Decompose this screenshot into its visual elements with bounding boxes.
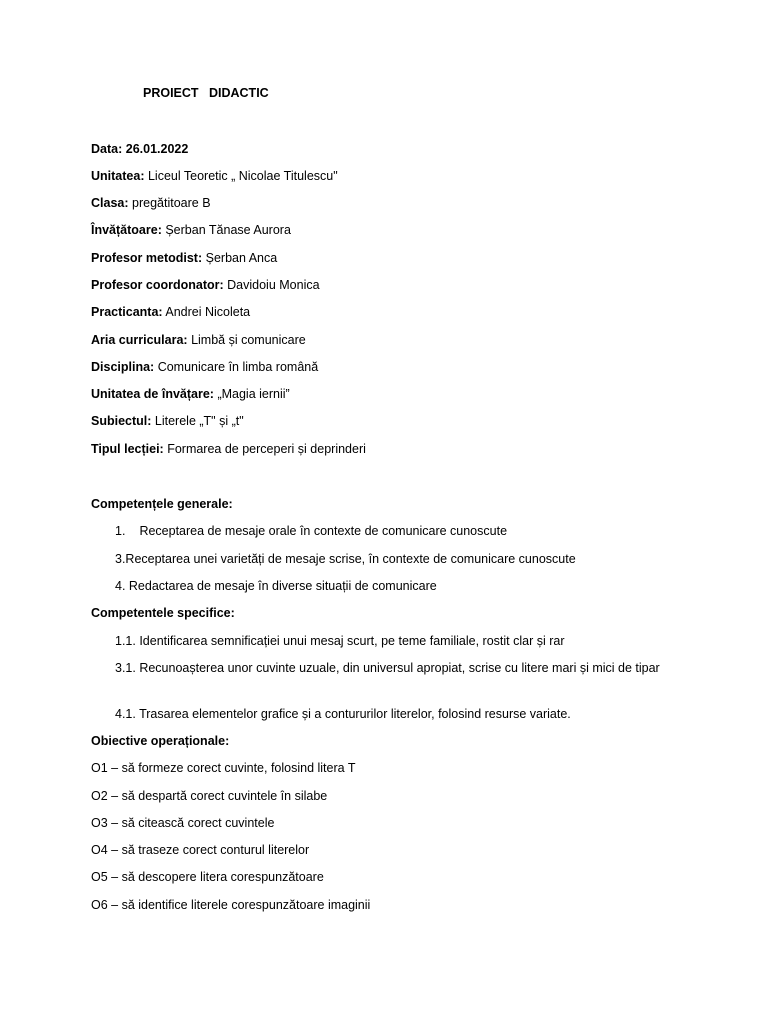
field-label: Disciplina: [91,360,155,374]
field-subiectul [91,413,244,429]
field-value: Șerban Tănase Aurora [165,223,291,237]
field-label: Aria curriculara: [91,333,188,347]
field-value: Limbă și comunicare [191,333,306,347]
list-item: 3.1. Recunoașterea unor cuvinte uzuale, din universul apropiat, scrise cu litere mari și mici de tipar [115,661,660,675]
document-title: PROIECT DIDACTIC [143,86,269,100]
objective-item: O2 – să despartă corect cuvintele în silabe [91,789,328,803]
section-heading-obiective: Obiective operaționale: [91,734,230,748]
list-item: 1.1. Identificarea semnificației unui mesaj scurt, pe teme familiale, rostit clar și rar [115,634,565,648]
field-unitatea-invatare [91,386,290,402]
field-label: Învățătoare: [91,223,162,237]
field-tipul-lectiei [91,441,366,457]
field-aria-curriculara [91,332,306,348]
field-profesor-metodist [91,250,277,266]
section-heading-competente-generale: Competențele generale: [91,497,233,511]
field-value: Șerban Anca [205,251,278,265]
field-value: Davidoiu Monica [227,278,320,292]
list-item-text: Receptarea de mesaje orale în contexte de comunicare cunoscute [139,524,508,538]
objective-item: O6 – să identifice literele corespunzătoare imaginii [91,898,371,912]
section-heading-competente-specifice: Competentele specifice: [91,606,235,620]
field-value: Literele „T" și „t" [154,414,244,428]
objective-item: O4 – să traseze corect conturul literelor [91,843,310,857]
field-clasa [91,195,211,211]
field-label: Unitatea de învățare: [91,387,214,401]
objective-item: O3 – să citească corect cuvintele [91,816,275,830]
field-invatatoare [91,222,291,238]
field-label: Data: [91,142,123,156]
field-value: 26.01.2022 [125,142,189,156]
field-value: Andrei Nicoleta [165,305,251,319]
field-label: Subiectul: [91,414,152,428]
field-value: pregătitoare B [132,196,211,210]
field-profesor-coordonator [91,277,320,293]
list-item-number: 1. [115,524,126,538]
field-value: Liceul Teoretic „ Nicolae Titulescu" [147,169,338,183]
field-value: Comunicare în limba română [157,360,319,374]
objective-item: O5 – să descopere litera corespunzătoare [91,870,324,884]
list-item: 4. Redactarea de mesaje în diverse situații de comunicare [115,579,437,593]
field-data [91,141,188,157]
list-item: 3.Receptarea unei varietăți de mesaje scrise, în contexte de comunicare cunoscute [115,552,576,566]
field-label: Practicanta: [91,305,163,319]
field-label: Profesor metodist: [91,251,203,265]
field-label: Unitatea: [91,169,145,183]
field-value: Formarea de perceperi și deprinderi [167,442,366,456]
field-disciplina [91,359,318,375]
objective-item: O1 – să formeze corect cuvinte, folosind litera T [91,761,356,775]
field-practicanta [91,304,250,320]
field-unitatea [91,168,338,184]
field-label: Clasa: [91,196,129,210]
field-label: Profesor coordonator: [91,278,224,292]
list-item [115,523,507,539]
field-label: Tipul lecției: [91,442,164,456]
field-value: „Magia iernii” [217,387,290,401]
list-item: 4.1. Trasarea elementelor grafice și a contururilor literelor, folosind resurse variate. [115,707,571,721]
